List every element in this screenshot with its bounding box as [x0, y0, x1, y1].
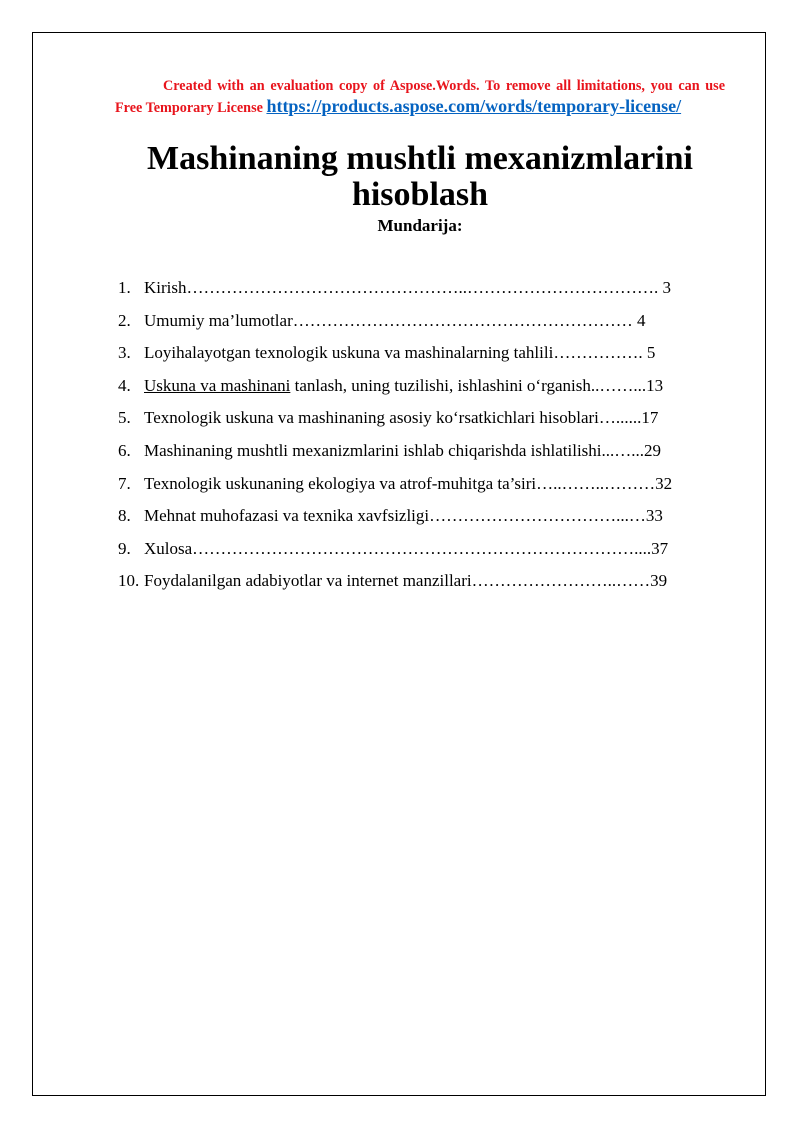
toc-item-text: Mehnat muhofazasi va texnika xavfsizligi……………………………...…33 [144, 506, 663, 526]
toc-item-text [144, 376, 663, 409]
toc-item-9 [118, 539, 728, 572]
toc-item-text: Mashinaning mushtli mexanizmlarini ishlab chiqarishda ishlatilishi...…...29 [144, 440, 662, 460]
toc-item-text: Foydalanilgan adabiyotlar va internet manzillari……………………..……39 [144, 571, 668, 591]
toc-item-text: Xulosa……………………………………………………………………....37 [144, 538, 669, 558]
toc-item-number: 1. [118, 278, 131, 297]
toc-item-1 [118, 278, 728, 311]
toc-item-text: Umumiy ma’lumotlar…………………………………………………… 4 [144, 310, 646, 330]
toc-item-10 [118, 571, 728, 604]
toc-item-number: 7. [118, 473, 131, 493]
toc-item-text: Texnologik uskunaning ekologiya va atrof-muhitga ta’siri…..……..………32 [144, 473, 673, 493]
toc-item-8 [118, 506, 728, 539]
evaluation-notice [115, 76, 725, 118]
toc-item-number: 6. [118, 440, 131, 460]
toc-item-2 [118, 311, 728, 344]
toc-item-number: 2. [118, 310, 131, 330]
toc-item-number: 5. [118, 408, 131, 428]
toc-item-number: 10. [118, 571, 140, 591]
toc-item-5 [118, 408, 728, 441]
toc-item-number: 4. [118, 375, 131, 395]
license-link[interactable]: https://products.aspose.com/words/temporary-license/ [266, 96, 682, 116]
toc-item-4 [118, 376, 728, 409]
toc-item-3 [118, 343, 728, 376]
document-title: Mashinaning mushtli mexanizmlarini hisoblash [147, 140, 693, 213]
toc-item-text: Kirish…………………………………………..……………………………. 3 [144, 278, 671, 297]
toc-item-underlined-text: Uskuna va mashinani [144, 375, 291, 395]
toc-item-text: Loyihalayotgan texnologik uskuna va mashinalarning tahlili……………. 5 [144, 343, 656, 363]
toc-item-7 [118, 474, 728, 507]
toc-item-number: 3. [118, 343, 131, 363]
toc-item-text: Texnologik uskuna va mashinaning asosiy koʻrsatkichlari hisoblari…......17 [144, 408, 659, 428]
toc-item-rest-text: tanlash, uning tuzilishi, ishlashini oʻrganish..……...13 [290, 375, 664, 395]
toc-item-number: 8. [118, 506, 131, 526]
toc-item-6 [118, 441, 728, 474]
toc-heading: Mundarija: [377, 216, 463, 235]
toc-item-number: 9. [118, 538, 131, 558]
evaluation-notice-text: Created with an evaluation copy of Aspose.Words. To remove all limitations, you can use Free Temporary License [115, 78, 725, 116]
table-of-contents [118, 278, 728, 604]
